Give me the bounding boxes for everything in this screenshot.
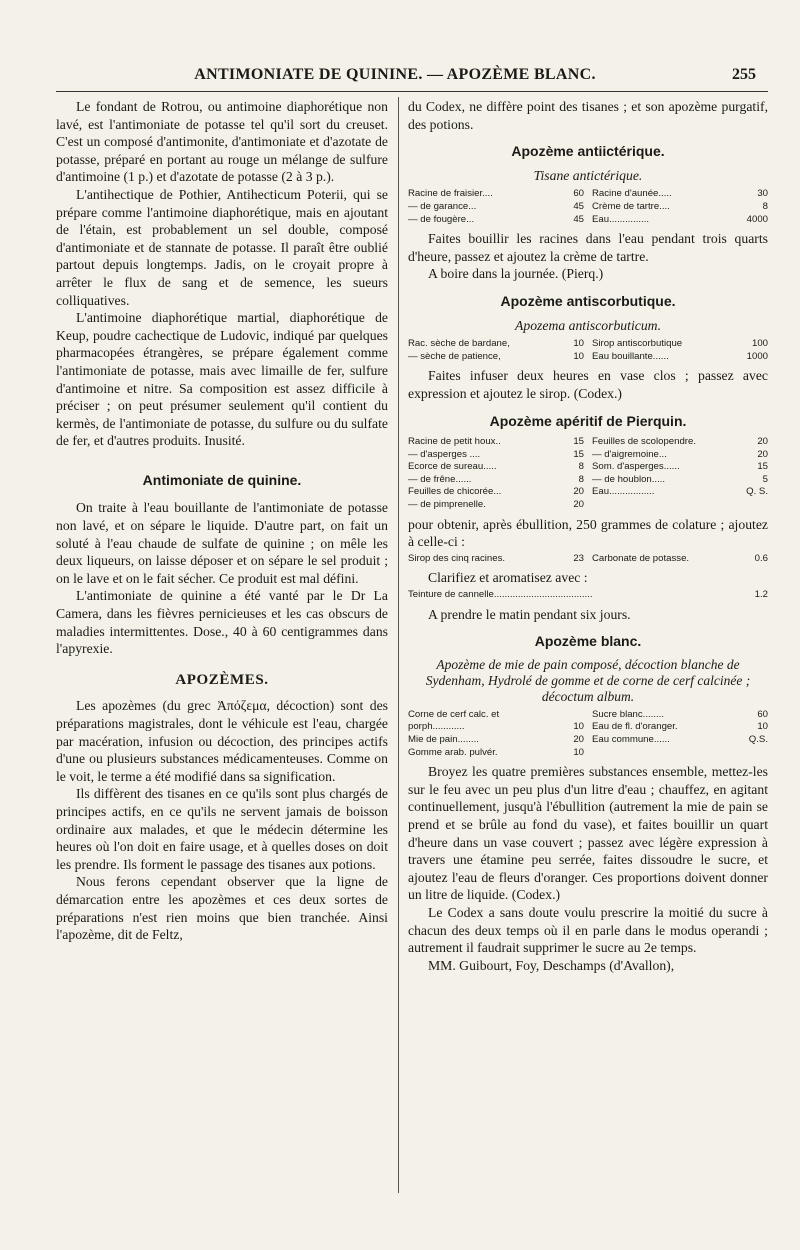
ingredient-name: Racine de petit houx.. <box>408 436 501 448</box>
ingredient-cell <box>592 486 768 499</box>
ingredient-cell <box>592 351 768 364</box>
ingredient-cell <box>592 436 768 449</box>
ingredient-qty: 15 <box>757 461 768 473</box>
page-number: 255 <box>732 66 756 83</box>
ingredient-name: Corne de cerf calc. et <box>408 708 500 720</box>
section-heading: Antimoniate de quinine. <box>142 471 302 488</box>
paragraph: L'antihectique de Pothier, Antihecticum Poterii, qui se prépare comme l'antimoine diaphorétique, mais en ajoutant de l'étain, est probablement un sel double, composé d'antimoniate et de stannate de potasse. Il paraît être oublié partout depuis longtemps. Jadis, on le croyait propre à arrêter le flux de sang et de semence, les sueurs colliquatives. <box>56 186 388 308</box>
column-divider <box>398 97 399 1193</box>
ingredient-qty: 8 <box>578 461 584 473</box>
ingredient-name: Rac. sèche de bardane, <box>408 338 510 350</box>
ingredient-qty: 8 <box>578 473 584 485</box>
paragraph: Le Codex a sans doute voulu prescrire la moitié du sucre à chacun des deux temps où il en parle dans le modus operandi ; autrement il faudrait supprimer le sucre au 2e temps. <box>408 904 768 956</box>
ingredient-cell <box>592 449 768 462</box>
ingredient-name: Racine d'aunée..... <box>592 188 672 200</box>
paragraph: Les apozèmes (du grec Ἀπόζεμα, décoction) sont des préparations magistrales, dont le véhicule est l'eau, chargée par macération, infusion ou décoction, des principes actifs d'une ou plusieurs substances médicamenteuses. Comme on le voit, le terme a été modifié dans sa signification. <box>56 698 388 784</box>
ingredient-name: Feuilles de chicorée... <box>408 486 502 498</box>
paragraph: Le fondant de Rotrou, ou antimoine diaphorétique non lavé, est l'antimoniate de potasse tel qu'il sort du creuset. C'est un composé d'antimonite, d'antimoniate et d'azotate de potasse, préparé en portant au rouge un mélange de sulfure d'antimoine (1 p.) et d'azotate de potasse (2 à 3 p.). <box>56 99 388 185</box>
ingredient-name: Feuilles de scolopendre. <box>592 436 696 448</box>
ingredient-row <box>408 338 768 351</box>
ingredient-row <box>408 499 768 512</box>
ingredient-cell <box>408 486 584 499</box>
paragraph: A prendre le matin pendant six jours. <box>428 606 631 622</box>
ingredient-name: Mie de pain........ <box>408 734 479 745</box>
ingredient-cell <box>408 721 584 734</box>
ingredient-cell <box>408 188 584 201</box>
ingredient-qty: 30 <box>757 188 768 200</box>
ingredient-line <box>408 589 768 602</box>
ingredient-name: Ecorce de sureau..... <box>408 461 497 473</box>
ingredient-name: Som. d'asperges...... <box>592 461 680 473</box>
ingredient-name: — de fougère... <box>408 213 475 225</box>
ingredient-row <box>408 351 768 364</box>
ingredient-row <box>408 214 768 227</box>
recipe-heading: Apozème antiictérique. <box>511 143 665 160</box>
ingredient-name: Gomme arab. pulvér. <box>408 746 498 758</box>
ingredient-cell <box>408 734 584 747</box>
ingredient-cell <box>408 499 584 512</box>
ingredient-table <box>408 188 768 226</box>
ingredient-name: Eau bouillante...... <box>592 350 669 362</box>
ingredient-table <box>408 338 768 363</box>
ingredient-cell <box>592 721 768 734</box>
ingredient-name: — d'asperges .... <box>408 448 481 460</box>
paragraph: Broyez les quatre premières substances ensemble, mettez-les sur le feu avec un peu plus d'un litre d'eau ; chauffez, en agitant continuellement, jusqu'à l'ébullition (autrement la mie de pain se prend et se brûle au fond du vase), et faites bouillir un quart d'heure dans un vase couvert ; passez avec légère expression à travers une étamine peu serrée, faites dissoudre le sucre, et ajoutez l'eau de fleurs d'oranger. Ces proportions doivent donner un litre de liquide. (Codex.) <box>408 764 768 903</box>
recipe-subtitle: Apozema antiscorbuticum. <box>515 317 661 333</box>
ingredient-row <box>408 486 768 499</box>
ingredient-name: — de houblon..... <box>592 473 666 485</box>
section-heading: APOZÈMES. <box>175 671 269 688</box>
ingredient-name: — de garance... <box>408 200 477 212</box>
paragraph: Faites infuser deux heures en vase clos ; passez avec expression et ajoutez le sirop. (Codex.) <box>408 368 768 401</box>
ingredient-qty: 45 <box>573 200 584 212</box>
ingredient-cell <box>592 553 768 566</box>
paragraph: L'antimoine diaphorétique martial, diaphorétique de Keup, poudre cachectique de Ludovic, indiqué par quelques pharmacopées étrangères, se prépare également comme l'antimoniate de potasse, mais avec limaille de fer, sulfure d'antimoine et nitre. Sa composition est assez difficile à préciser ; on peut présumer seulement qu'il contient du kermès, de l'antimoniate de potasse, du sulfure ou du sulfate de fer, et d'autres produits. Inusité. <box>56 310 388 449</box>
ingredient-cell <box>592 709 768 722</box>
left-column <box>56 98 388 944</box>
ingredient-cell <box>408 449 584 462</box>
ingredient-name: — sèche de patience, <box>408 350 501 362</box>
ingredient-qty: 20 <box>573 499 584 511</box>
ingredient-cell <box>592 747 768 760</box>
ingredient-qty: 15 <box>573 448 584 460</box>
right-column <box>408 98 768 974</box>
ingredient-name: — de frêne...... <box>408 473 472 485</box>
ingredient-name: Sirop antiscorbutique <box>592 338 683 350</box>
recipe-heading: Apozème blanc. <box>534 633 642 650</box>
recipe-subtitle: Tisane antictérique. <box>533 167 643 183</box>
paragraph: A boire dans la journée. (Pierq.) <box>428 266 604 282</box>
ingredient-qty: Q.S. <box>748 734 768 745</box>
ingredient-cell <box>408 201 584 214</box>
ingredient-cell <box>592 201 768 214</box>
ingredient-name: Teinture de cannelle..................................... <box>408 589 593 601</box>
ingredient-qty: 0.6 <box>754 552 768 564</box>
page-header <box>0 66 800 90</box>
ingredient-cell <box>592 461 768 474</box>
ingredient-qty: 8 <box>762 200 768 212</box>
paragraph: Ils diffèrent des tisanes en ce qu'ils sont plus chargés de principes actifs, en ce qu'ils ne servent jamais de boisson ordinaire aux malades, et que le médecin détermine les heures où l'on doit en faire usage, et à quelles doses on doit les prendre. Ils forment le passage des tisanes aux potions. <box>56 786 388 872</box>
ingredient-row <box>408 709 768 722</box>
ingredient-row <box>408 747 768 760</box>
ingredient-name: porph............ <box>408 721 465 733</box>
ingredient-qty: 10 <box>573 350 584 362</box>
ingredient-qty: 45 <box>573 213 584 225</box>
ingredient-name: — de pimprenelle. <box>408 499 486 511</box>
ingredient-row <box>408 201 768 214</box>
ingredient-qty: 1.2 <box>754 589 768 601</box>
ingredient-name: Eau................. <box>592 486 655 498</box>
ingredient-cell <box>408 338 584 351</box>
ingredient-cell <box>592 734 768 747</box>
ingredient-qty: 23 <box>573 552 584 564</box>
ingredient-qty: 10 <box>757 721 768 733</box>
ingredient-cell <box>408 461 584 474</box>
ingredient-cell <box>592 338 768 351</box>
ingredient-qty: 100 <box>751 338 768 350</box>
ingredient-row <box>408 553 768 566</box>
ingredient-row <box>408 734 768 747</box>
ingredient-row <box>408 449 768 462</box>
running-title: ANTIMONIATE DE QUININE. — APOZÈME BLANC. <box>194 66 596 83</box>
ingredient-name: Crème de tartre.... <box>592 200 670 212</box>
ingredient-qty: 1000 <box>746 350 768 362</box>
paragraph: MM. Guibourt, Foy, Deschamps (d'Avallon), <box>428 957 675 973</box>
paragraph: Clarifiez et aromatisez avec : <box>428 570 588 586</box>
recipe-subtitle: Apozème de mie de pain composé, décoction blanche de Sydenham, Hydrolé de gomme et de corne de cerf calcinée ; décoctum album. <box>425 656 751 704</box>
paragraph: pour obtenir, après ébullition, 250 grammes de colature ; ajoutez à celle-ci : <box>408 516 768 550</box>
ingredient-row <box>408 436 768 449</box>
paragraph: L'antimoniate de quinine a été vanté par le Dr La Camera, dans les fièvres pernicieuses et les cas obscurs de maladies intermittentes. Dose., 40 à 60 centigrammes dans l'apyrexie. <box>56 588 388 657</box>
paragraph: On traite à l'eau bouillante de l'antimoniate de potasse non lavé, et on sépare le liquide. D'autre part, on fait un soluté à l'eau chaude de sulfate de quinine ; on mêle les deux liqueurs, on laisse déposer et on sépare le sel produit ; on le lave et on le fait sécher. Ce produit est mal défini. <box>56 500 388 586</box>
recipe-heading: Apozème apéritif de Pierquin. <box>489 412 687 429</box>
ingredient-qty: 10 <box>573 338 584 350</box>
ingredient-qty: 4000 <box>746 213 768 225</box>
ingredient-qty: 20 <box>757 436 768 448</box>
ingredient-name: Carbonate de potasse. <box>592 552 690 564</box>
ingredient-cell <box>408 709 584 722</box>
ingredient-qty: 5 <box>762 473 768 485</box>
ingredient-row <box>408 721 768 734</box>
ingredient-cell <box>408 747 584 760</box>
ingredient-row <box>408 461 768 474</box>
ingredient-qty: 20 <box>757 448 768 460</box>
ingredient-name: Sirop des cinq racines. <box>408 552 506 564</box>
ingredient-cell <box>408 474 584 487</box>
ingredient-name: — d'aigremoine... <box>592 448 667 460</box>
ingredient-qty: Q. S. <box>746 486 768 498</box>
paragraph: du Codex, ne diffère point des tisanes ; et son apozème purgatif, des potions. <box>408 99 768 132</box>
ingredient-cell <box>408 553 584 566</box>
ingredient-name: Eau commune...... <box>592 734 670 745</box>
ingredient-table <box>408 436 768 512</box>
ingredient-name: Eau............... <box>592 213 650 225</box>
ingredient-qty: 10 <box>573 746 584 758</box>
ingredient-qty: 10 <box>573 721 584 733</box>
ingredient-cell <box>408 436 584 449</box>
ingredient-table <box>408 553 768 566</box>
ingredient-cell <box>592 214 768 227</box>
ingredient-name: Eau de fl. d'oranger. <box>592 721 678 733</box>
ingredient-cell <box>592 474 768 487</box>
paragraph: Nous ferons cependant observer que la ligne de démarcation entre les apozèmes et ces deux sortes de préparations n'est rien moins que bien tranchée. Ainsi l'apozème, dit de Feltz, <box>56 874 388 943</box>
ingredient-qty: 20 <box>573 486 584 498</box>
ingredient-qty: 20 <box>573 734 584 745</box>
ingredient-qty: 15 <box>573 436 584 448</box>
ingredient-qty: 60 <box>573 188 584 200</box>
recipe-heading: Apozème antiscorbutique. <box>500 292 676 309</box>
ingredient-cell <box>408 214 584 227</box>
ingredient-table <box>408 709 768 759</box>
paragraph: Faites bouillir les racines dans l'eau pendant trois quarts d'heure, passez et ajoutez la crème de tartre. <box>408 231 768 264</box>
ingredient-name <box>592 747 766 760</box>
ingredient-qty: 60 <box>757 708 768 720</box>
ingredient-row <box>408 474 768 487</box>
ingredient-name: Racine de fraisier.... <box>408 188 493 200</box>
ingredient-name: Sucre blanc........ <box>592 708 664 720</box>
ingredient-cell <box>408 351 584 364</box>
ingredient-row <box>408 188 768 201</box>
ingredient-name <box>592 499 766 512</box>
ingredient-cell <box>592 188 768 201</box>
ingredient-cell <box>592 499 768 512</box>
header-rule <box>56 91 768 92</box>
